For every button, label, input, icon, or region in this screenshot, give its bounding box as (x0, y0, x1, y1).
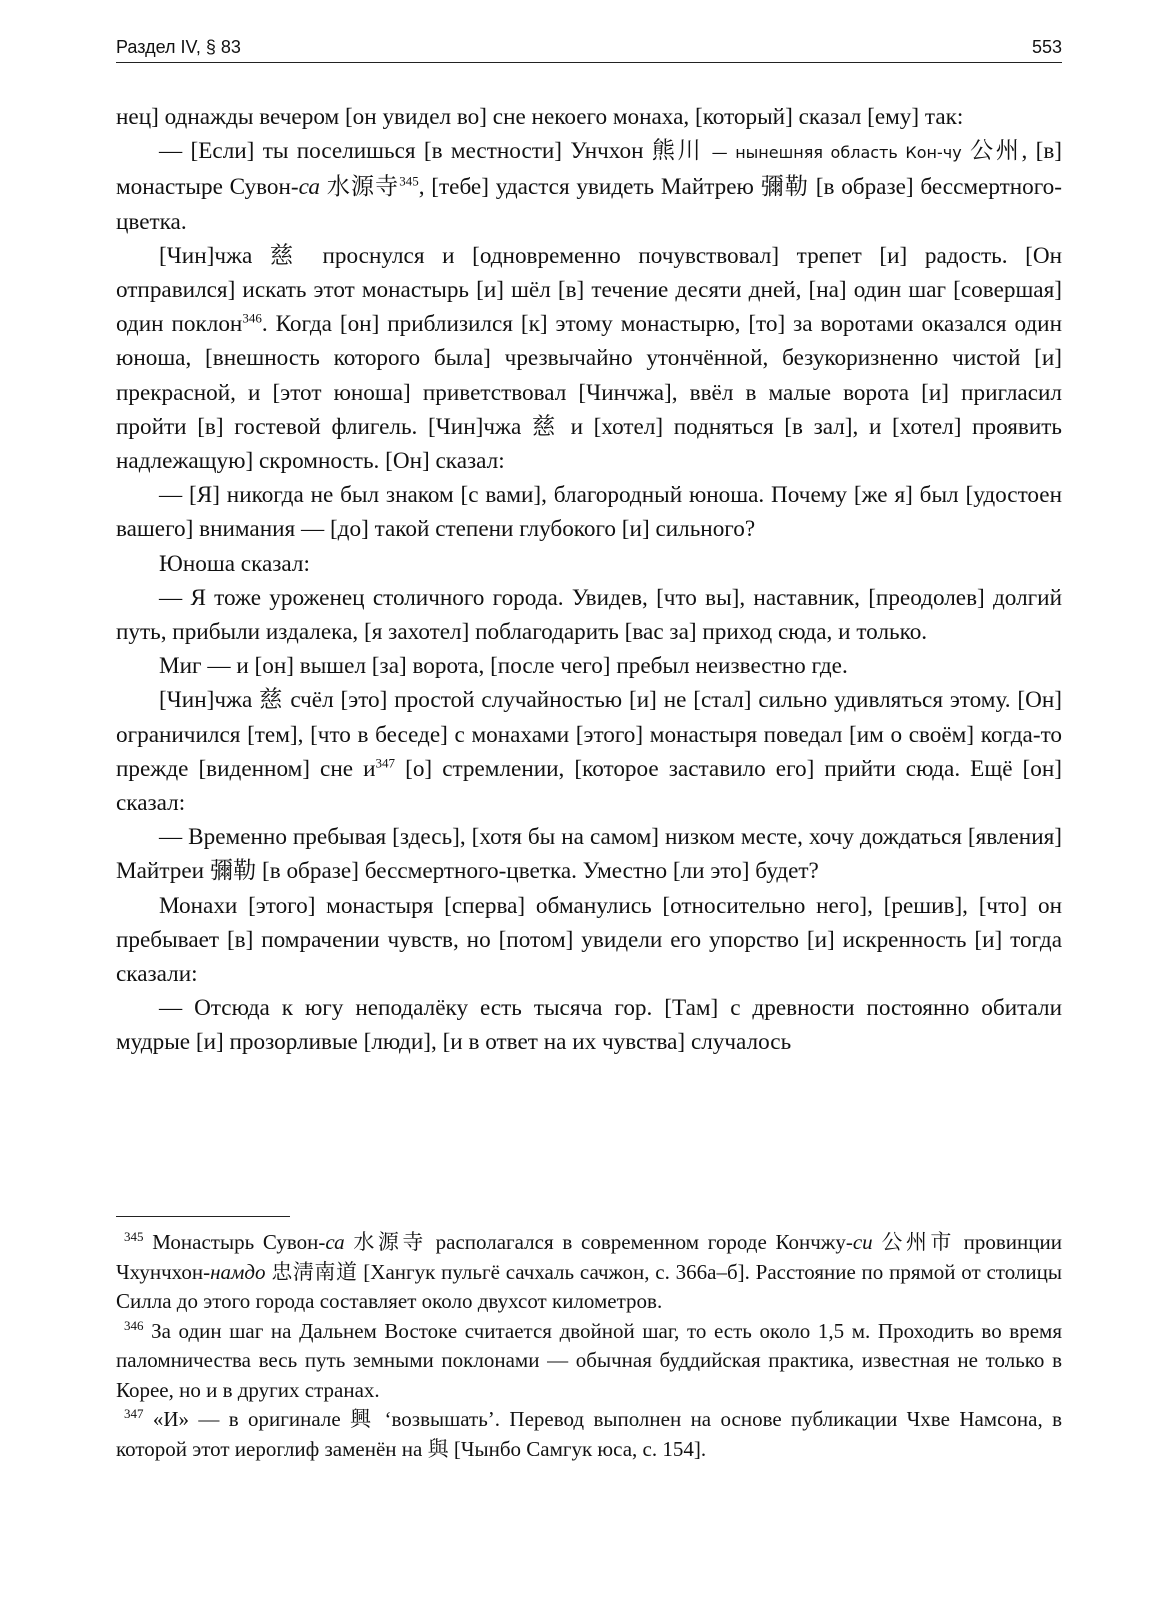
paragraph (116, 991, 1062, 1059)
text-run: — Временно пребывая [здесь], [хотя бы на самом] низком месте, хочу дождаться [явления] Майтреи 彌勒 [в образе] бессмертного-цветка. Уместно [ли это] будет? (116, 824, 1062, 885)
section-title: Раздел IV, § 83 (116, 37, 241, 57)
text-run: Миг — и [он] вышел [за] ворота, [после чего] пребыл неизвестно где. (159, 653, 848, 680)
paragraph (116, 581, 1062, 649)
text-run: — [Я] никогда не был знаком [с вами], благородный юноша. Почему [же я] был [удостоен вашего] внимания — [до] такой степени глубокого [и] сильного? (116, 482, 1062, 543)
text-run: Монастырь Сувон- (143, 1230, 326, 1254)
footnote-number: 345 (124, 1229, 144, 1244)
footnotes (116, 1228, 1062, 1464)
italic-term: са (298, 174, 320, 201)
text-run: 公州市 провинции Чхунчхон- (116, 1230, 1062, 1284)
text-run: 忠淸南道 [Хангук пульгё сачхаль сачжон, с. 366а–б]. Расстояние по прямой от столицы Силла до этого города составляет около двухсот километров. (116, 1259, 1062, 1313)
footnote-divider (116, 1216, 290, 1217)
text-run: «И» — в оригинале 興 ‘возвышать’. Перевод выполнен на основе публикации Чхве Намсона, в которой этот иероглиф заменён на 與 [Чынбо Самгук юса, с. 154]. (116, 1407, 1062, 1461)
footnote-346 (116, 1317, 1062, 1406)
text-run: Юноша сказал: (159, 550, 310, 577)
paragraph (116, 100, 1062, 134)
text-run: — [Если] ты поселишься [в местности] Унчхон 熊川 (159, 138, 712, 165)
text-run: — Отсюда к югу неподалёку есть тысяча гор. [Там] с древности постоянно обитали мудрые [и] прозорливые [люди], [и в ответ на их чувства] случалось (116, 995, 1062, 1056)
text-run: [о] стремлении, [которое заставило его] прийти сюда. Ещё [он] сказал: (116, 755, 1062, 817)
text-run: За один шаг на Дальнем Востоке считается двойной шаг, то есть около 1,5 м. Проходить во время паломничества весь путь земными поклонами — обычная буддийская практика, известная не только в Корее, но и в других странах. (116, 1318, 1062, 1402)
paragraph (116, 649, 1062, 683)
text-run: 水源寺 (319, 174, 400, 201)
text-run: , [тебе] удастся увидеть Майтрею 彌勒 [в образе] бессмертного-цветка. (116, 174, 1062, 235)
paragraph (116, 478, 1062, 546)
footnote-ref[interactable]: 345 (399, 173, 419, 189)
text-run: 水源寺 располагался в современном городе Кончжу- (344, 1230, 853, 1254)
text-run: 公州, [в] монастыре Сувон- (116, 138, 1062, 201)
paragraph (116, 820, 1062, 888)
italic-term: намдо (210, 1259, 266, 1284)
text-run: [Чин]чжа 慈 проснулся и [одновременно почувствовал] трепет [и] радость. [Он отправился] искать этот монастырь [и] шёл [в] течение десяти дней, [на] один шаг [совершая] один поклон (116, 242, 1062, 338)
gloss-note: — нынешняя область Кон-чу (711, 143, 962, 163)
italic-term: си (852, 1230, 873, 1254)
text-run: Монахи [этого] монастыря [сперва] обманулись [относительно него], [решив], [что] он пребывает [в] помрачении чувств, но [потом] увидели его упорство [и] искренность [и] тогда сказали: (116, 892, 1062, 988)
footnote-345 (116, 1228, 1062, 1317)
footnote-347 (116, 1405, 1062, 1464)
paragraph (116, 683, 1062, 820)
text-run: нец] однажды вечером [он увидел во] сне некоего монаха, [который] сказал [ему] так: (116, 104, 964, 130)
page-number: 553 (1031, 37, 1062, 57)
paragraph (116, 547, 1062, 581)
running-header (116, 34, 1062, 63)
paragraph (116, 134, 1062, 239)
text-run: . Когда [он] приблизился [к] этому монастырю, [то] за воротами оказался один юноша, [внешность которого была] чрезвычайно утончённой, безукоризненно чистой [и] прекрасной, и [этот юноша] приветствовал [Чинчжа], ввёл в малые ворота [и] пригласил пройти [в] гостевой флигель. [Чин]чжа 慈 и [хотел] подняться [в зал], и [хотел] проявить надлежащую] скромность. [Он] сказал: (116, 311, 1062, 475)
text-run: — Я тоже уроженец столичного города. Увидев, [что вы], наставник, [преодолев] долгий путь, прибыли издалека, [я захотел] поблагодарить [вас за] приход сюда, и только. (116, 584, 1062, 646)
paragraph (116, 889, 1062, 992)
footnote-ref[interactable]: 347 (375, 755, 396, 771)
footnote-number: 346 (124, 1317, 144, 1333)
footnote-number: 347 (124, 1406, 144, 1421)
text-run: [Чин]чжа 慈 счёл [это] простой случайностью [и] не [стал] сильно удивляться этому. [Он] ограничился [тем], [что в беседе] с монахами [этого] монастыря поведал [им о своём] когда-то прежде [виденном] сне и (116, 687, 1062, 782)
footnote-ref[interactable]: 346 (242, 310, 262, 326)
italic-term: са (325, 1230, 345, 1254)
main-text (116, 100, 1062, 1060)
paragraph (116, 239, 1062, 478)
